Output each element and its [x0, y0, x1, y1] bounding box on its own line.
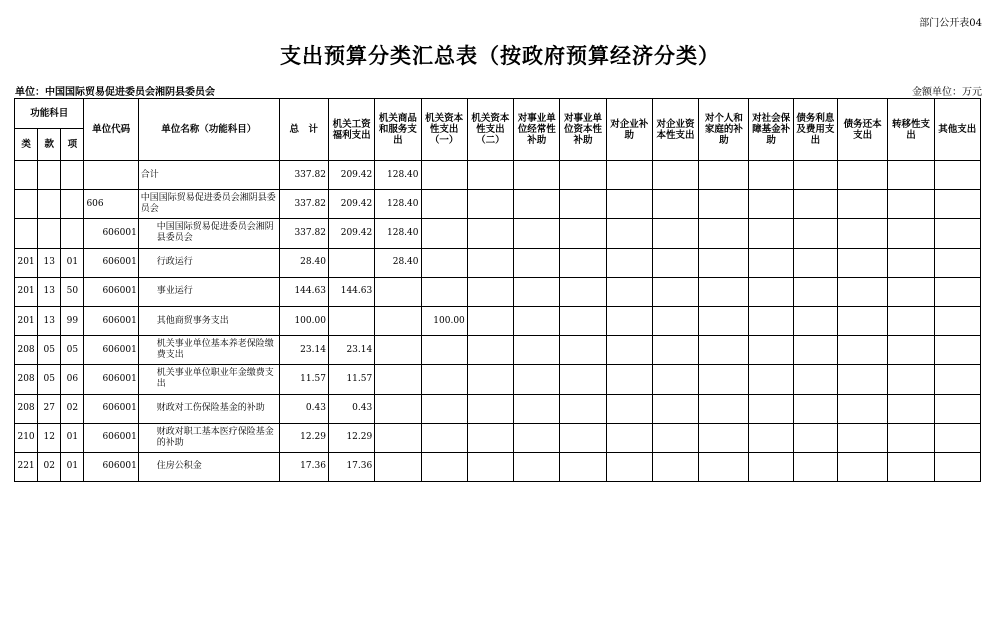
cell-empty: [934, 394, 980, 423]
form-code: 部门公开表04: [919, 18, 982, 29]
cell-empty: [934, 306, 980, 335]
cell-name: 事业运行: [138, 277, 279, 306]
cell-c1: 0.43: [328, 394, 374, 423]
cell-xiang: [61, 161, 84, 190]
cell-lei: 208: [15, 394, 38, 423]
cell-empty: [838, 306, 888, 335]
cell-code: 606: [84, 190, 138, 219]
cell-empty: [652, 161, 698, 190]
cell-empty: [606, 394, 652, 423]
cell-empty: [467, 277, 513, 306]
cell-empty: [934, 365, 980, 394]
header-c7: 对企业补助: [606, 99, 652, 161]
header-xiang: 项: [61, 129, 84, 161]
cell-empty: [838, 452, 888, 481]
cell-empty: [560, 394, 606, 423]
cell-empty: [652, 248, 698, 277]
table-row: [15, 336, 981, 365]
cell-empty: [888, 423, 934, 452]
cell-empty: [514, 306, 560, 335]
cell-name: 财政对职工基本医疗保险基金的补助: [138, 423, 279, 452]
cell-empty: [514, 219, 560, 248]
cell-empty: [606, 219, 652, 248]
cell-empty: [793, 277, 837, 306]
cell-total: 12.29: [279, 423, 328, 452]
cell-empty: [699, 452, 749, 481]
cell-kuan: [38, 161, 61, 190]
cell-name: 机关事业单位基本养老保险缴费支出: [138, 336, 279, 365]
cell-c3: [421, 219, 467, 248]
cell-empty: [652, 452, 698, 481]
cell-empty: [560, 423, 606, 452]
budget-table: [14, 98, 981, 482]
header-c1: 机关工资福利支出: [328, 99, 374, 161]
cell-c2: [375, 365, 421, 394]
cell-empty: [793, 423, 837, 452]
money-unit: 金额单位：万元: [912, 87, 982, 98]
table-row: [15, 161, 981, 190]
header-c2: 机关商品和服务支出: [375, 99, 421, 161]
table-row: [15, 248, 981, 277]
cell-xiang: [61, 190, 84, 219]
cell-xiang: 02: [61, 394, 84, 423]
cell-empty: [699, 336, 749, 365]
cell-c1: 12.29: [328, 423, 374, 452]
table-row: [15, 423, 981, 452]
cell-empty: [514, 336, 560, 365]
cell-kuan: 13: [38, 248, 61, 277]
cell-c3: [421, 423, 467, 452]
cell-c3: 100.00: [421, 306, 467, 335]
cell-total: 337.82: [279, 161, 328, 190]
header-c12: 债务还本支出: [838, 99, 888, 161]
header-c6: 对事业单位资本性补助: [560, 99, 606, 161]
cell-empty: [838, 365, 888, 394]
cell-lei: [15, 161, 38, 190]
cell-code: 606001: [84, 277, 138, 306]
cell-code: 606001: [84, 423, 138, 452]
cell-lei: 201: [15, 306, 38, 335]
cell-empty: [749, 190, 793, 219]
header-lei: 类: [15, 129, 38, 161]
cell-empty: [467, 219, 513, 248]
unit-label: 单位：中国国际贸易促进委员会湘阴县委员会: [15, 87, 215, 98]
cell-name: 合计: [138, 161, 279, 190]
cell-empty: [560, 248, 606, 277]
cell-empty: [838, 248, 888, 277]
cell-total: 337.82: [279, 190, 328, 219]
cell-empty: [699, 248, 749, 277]
cell-code: 606001: [84, 452, 138, 481]
header-c4: 机关资本性支出（二）: [467, 99, 513, 161]
cell-total: 337.82: [279, 219, 328, 248]
cell-empty: [749, 219, 793, 248]
cell-name: 中国国际贸易促进委员会湘阴县委员会: [138, 190, 279, 219]
cell-total: 28.40: [279, 248, 328, 277]
cell-kuan: [38, 190, 61, 219]
cell-empty: [606, 190, 652, 219]
cell-empty: [699, 190, 749, 219]
cell-empty: [934, 248, 980, 277]
cell-empty: [838, 161, 888, 190]
cell-c2: 128.40: [375, 219, 421, 248]
cell-empty: [652, 277, 698, 306]
cell-empty: [888, 452, 934, 481]
header-c10: 对社会保障基金补助: [749, 99, 793, 161]
cell-xiang: [61, 219, 84, 248]
cell-total: 0.43: [279, 394, 328, 423]
cell-empty: [934, 219, 980, 248]
cell-kuan: 27: [38, 394, 61, 423]
cell-kuan: 02: [38, 452, 61, 481]
cell-empty: [467, 423, 513, 452]
cell-c1: 23.14: [328, 336, 374, 365]
cell-code: 606001: [84, 365, 138, 394]
cell-lei: 208: [15, 336, 38, 365]
cell-empty: [793, 336, 837, 365]
cell-empty: [652, 365, 698, 394]
cell-xiang: 06: [61, 365, 84, 394]
cell-c3: [421, 365, 467, 394]
cell-empty: [793, 306, 837, 335]
cell-empty: [514, 365, 560, 394]
cell-c2: [375, 452, 421, 481]
cell-kuan: 05: [38, 365, 61, 394]
cell-empty: [888, 394, 934, 423]
cell-empty: [749, 452, 793, 481]
header-kuan: 款: [38, 129, 61, 161]
cell-empty: [699, 219, 749, 248]
cell-empty: [934, 336, 980, 365]
cell-empty: [606, 365, 652, 394]
header-c3: 机关资本性支出（一）: [421, 99, 467, 161]
cell-code: 606001: [84, 306, 138, 335]
cell-empty: [888, 190, 934, 219]
cell-empty: [560, 161, 606, 190]
cell-empty: [793, 161, 837, 190]
table-row: [15, 219, 981, 248]
cell-lei: [15, 190, 38, 219]
cell-empty: [467, 365, 513, 394]
cell-empty: [888, 248, 934, 277]
cell-c3: [421, 248, 467, 277]
cell-empty: [560, 219, 606, 248]
header-c13: 转移性支出: [888, 99, 934, 161]
header-c9: 对个人和家庭的补助: [699, 99, 749, 161]
cell-empty: [934, 452, 980, 481]
cell-empty: [467, 161, 513, 190]
cell-empty: [699, 161, 749, 190]
cell-empty: [514, 423, 560, 452]
cell-c1: 209.42: [328, 161, 374, 190]
cell-empty: [793, 394, 837, 423]
cell-code: 606001: [84, 394, 138, 423]
cell-empty: [652, 306, 698, 335]
cell-c2: [375, 394, 421, 423]
cell-name: 行政运行: [138, 248, 279, 277]
header-c5: 对事业单位经常性补助: [514, 99, 560, 161]
cell-lei: 201: [15, 248, 38, 277]
cell-empty: [934, 161, 980, 190]
cell-empty: [467, 248, 513, 277]
cell-empty: [699, 423, 749, 452]
cell-total: 144.63: [279, 277, 328, 306]
cell-empty: [467, 190, 513, 219]
cell-kuan: 13: [38, 306, 61, 335]
cell-empty: [838, 423, 888, 452]
cell-empty: [606, 277, 652, 306]
cell-empty: [467, 306, 513, 335]
cell-empty: [699, 306, 749, 335]
cell-empty: [606, 452, 652, 481]
cell-empty: [606, 336, 652, 365]
cell-empty: [749, 277, 793, 306]
cell-c1: 17.36: [328, 452, 374, 481]
cell-empty: [467, 394, 513, 423]
cell-empty: [560, 277, 606, 306]
cell-name: 中国国际贸易促进委员会湘阴县委员会: [138, 219, 279, 248]
cell-empty: [934, 423, 980, 452]
cell-total: 23.14: [279, 336, 328, 365]
cell-empty: [838, 394, 888, 423]
cell-empty: [749, 306, 793, 335]
cell-empty: [749, 394, 793, 423]
cell-c1: [328, 306, 374, 335]
cell-empty: [838, 190, 888, 219]
cell-empty: [888, 161, 934, 190]
cell-empty: [838, 277, 888, 306]
cell-empty: [467, 336, 513, 365]
cell-c1: [328, 248, 374, 277]
cell-empty: [793, 190, 837, 219]
cell-c3: [421, 452, 467, 481]
cell-xiang: 01: [61, 423, 84, 452]
header-c8: 对企业资本性支出: [652, 99, 698, 161]
header-unit-name: 单位名称（功能科目）: [138, 99, 279, 161]
cell-c2: 28.40: [375, 248, 421, 277]
cell-empty: [793, 248, 837, 277]
cell-lei: [15, 219, 38, 248]
cell-empty: [838, 336, 888, 365]
cell-empty: [514, 161, 560, 190]
cell-c2: [375, 423, 421, 452]
cell-name: 其他商贸事务支出: [138, 306, 279, 335]
cell-xiang: 01: [61, 248, 84, 277]
cell-empty: [888, 336, 934, 365]
cell-empty: [514, 190, 560, 219]
table-row: [15, 190, 981, 219]
cell-c1: 209.42: [328, 219, 374, 248]
cell-kuan: 05: [38, 336, 61, 365]
cell-total: 100.00: [279, 306, 328, 335]
cell-empty: [888, 365, 934, 394]
cell-kuan: 12: [38, 423, 61, 452]
cell-empty: [888, 306, 934, 335]
cell-empty: [793, 219, 837, 248]
cell-lei: 201: [15, 277, 38, 306]
cell-c1: 144.63: [328, 277, 374, 306]
cell-xiang: 99: [61, 306, 84, 335]
table-row: [15, 277, 981, 306]
cell-empty: [560, 336, 606, 365]
cell-lei: 210: [15, 423, 38, 452]
cell-empty: [606, 306, 652, 335]
cell-empty: [652, 219, 698, 248]
cell-empty: [699, 277, 749, 306]
cell-empty: [606, 161, 652, 190]
cell-empty: [749, 161, 793, 190]
cell-code: 606001: [84, 219, 138, 248]
header-func-group: 功能科目: [15, 99, 84, 129]
cell-empty: [652, 190, 698, 219]
cell-empty: [467, 452, 513, 481]
cell-lei: 221: [15, 452, 38, 481]
cell-empty: [749, 423, 793, 452]
cell-empty: [606, 423, 652, 452]
header-c11: 债务利息及费用支出: [793, 99, 837, 161]
cell-lei: 208: [15, 365, 38, 394]
cell-total: 17.36: [279, 452, 328, 481]
cell-empty: [560, 452, 606, 481]
header-total: 总 计: [279, 99, 328, 161]
table-row: [15, 306, 981, 335]
cell-code: 606001: [84, 336, 138, 365]
cell-empty: [514, 277, 560, 306]
cell-name: 住房公积金: [138, 452, 279, 481]
cell-empty: [560, 365, 606, 394]
cell-c3: [421, 277, 467, 306]
cell-empty: [934, 277, 980, 306]
cell-name: 机关事业单位职业年金缴费支出: [138, 365, 279, 394]
page-title: 支出预算分类汇总表（按政府预算经济分类）: [280, 43, 720, 68]
cell-c3: [421, 394, 467, 423]
cell-xiang: 05: [61, 336, 84, 365]
cell-empty: [560, 306, 606, 335]
cell-empty: [560, 190, 606, 219]
cell-empty: [793, 452, 837, 481]
table-row: [15, 365, 981, 394]
cell-c1: 11.57: [328, 365, 374, 394]
header-unit-code: 单位代码: [84, 99, 138, 161]
cell-xiang: 50: [61, 277, 84, 306]
cell-empty: [652, 394, 698, 423]
cell-empty: [749, 365, 793, 394]
cell-c2: [375, 336, 421, 365]
cell-empty: [934, 190, 980, 219]
cell-total: 11.57: [279, 365, 328, 394]
cell-empty: [888, 219, 934, 248]
cell-c3: [421, 336, 467, 365]
cell-c3: [421, 190, 467, 219]
cell-empty: [838, 219, 888, 248]
table-row: [15, 394, 981, 423]
cell-code: 606001: [84, 248, 138, 277]
cell-c2: [375, 306, 421, 335]
cell-empty: [749, 248, 793, 277]
cell-c1: 209.42: [328, 190, 374, 219]
cell-c2: [375, 277, 421, 306]
cell-empty: [699, 365, 749, 394]
header-c14: 其他支出: [934, 99, 980, 161]
cell-empty: [699, 394, 749, 423]
cell-empty: [606, 248, 652, 277]
cell-code: [84, 161, 138, 190]
cell-empty: [514, 452, 560, 481]
cell-kuan: [38, 219, 61, 248]
cell-empty: [749, 336, 793, 365]
cell-empty: [514, 248, 560, 277]
cell-c3: [421, 161, 467, 190]
cell-c2: 128.40: [375, 161, 421, 190]
cell-kuan: 13: [38, 277, 61, 306]
cell-xiang: 01: [61, 452, 84, 481]
cell-empty: [652, 336, 698, 365]
cell-empty: [514, 394, 560, 423]
cell-empty: [652, 423, 698, 452]
cell-empty: [888, 277, 934, 306]
cell-name: 财政对工伤保险基金的补助: [138, 394, 279, 423]
cell-empty: [793, 365, 837, 394]
table-row: [15, 452, 981, 481]
cell-c2: 128.40: [375, 190, 421, 219]
